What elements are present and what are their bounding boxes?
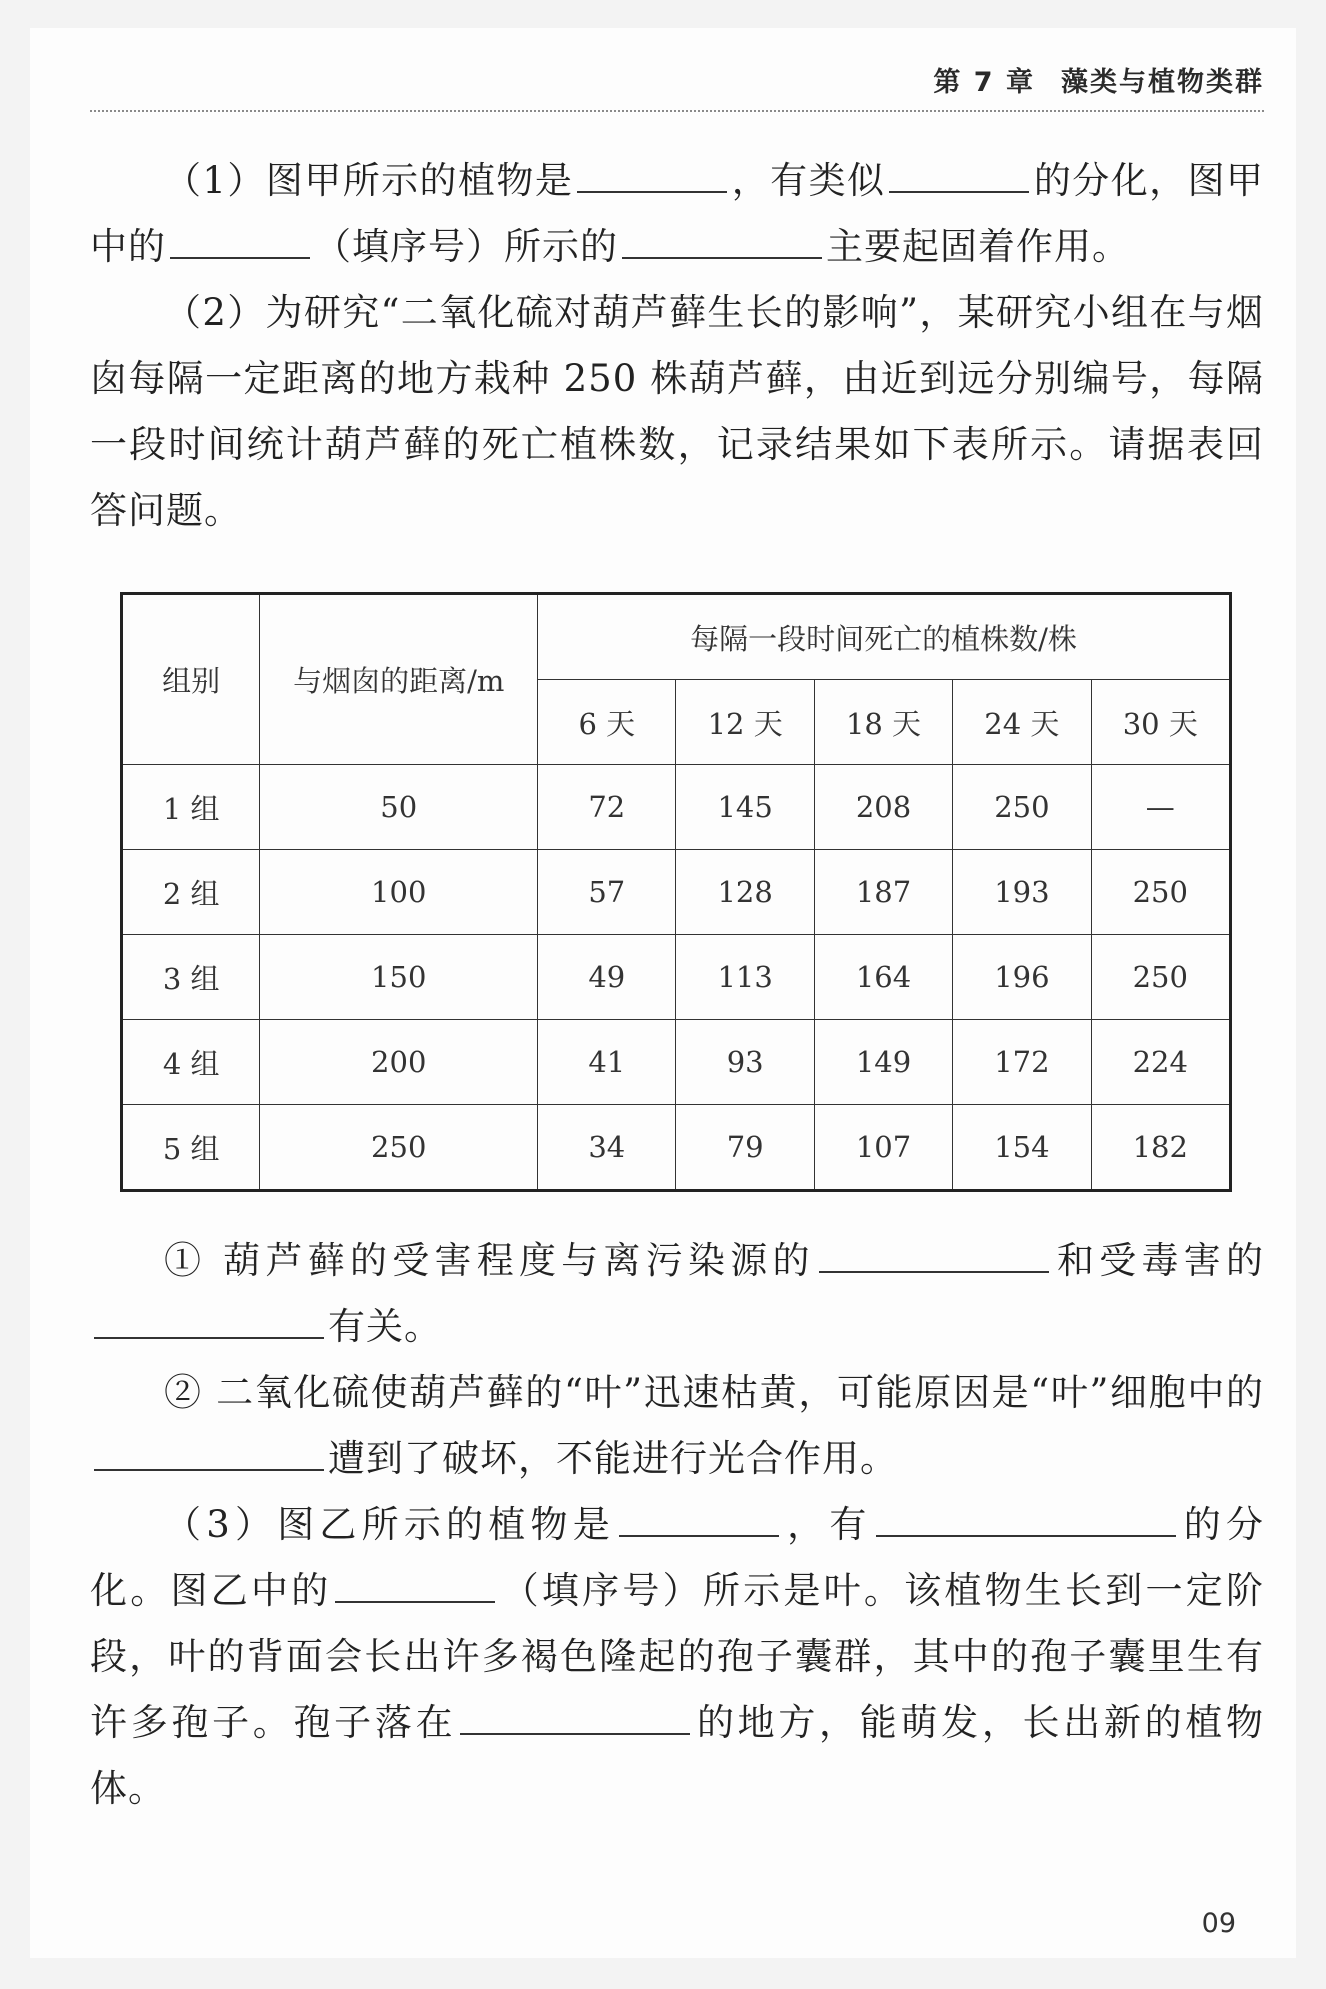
value-cell: — [1091, 765, 1230, 850]
value-cell: 93 [676, 1020, 814, 1105]
value-cell: 79 [676, 1105, 814, 1191]
table-header-dead-count: 每隔一段时间死亡的植株数/株 [538, 594, 1231, 680]
value-cell: 113 [676, 935, 814, 1020]
table-header-day: 18 天 [814, 680, 952, 765]
table-header-day: 6 天 [538, 680, 676, 765]
table-header-distance: 与烟囱的距离/m [260, 594, 538, 765]
question-body [90, 148, 1264, 544]
value-cell: 41 [538, 1020, 676, 1105]
answer-blank[interactable] [170, 217, 310, 259]
table-row [122, 1105, 1231, 1191]
group-cell: 4 组 [122, 1020, 260, 1105]
distance-cell: 100 [260, 850, 538, 935]
value-cell: 164 [814, 935, 952, 1020]
value-cell: 172 [953, 1020, 1091, 1105]
value-cell: 250 [953, 765, 1091, 850]
group-cell: 3 组 [122, 935, 260, 1020]
group-cell: 5 组 [122, 1105, 260, 1191]
distance-cell: 200 [260, 1020, 538, 1105]
value-cell: 49 [538, 935, 676, 1020]
question-1: （1）图甲所示的植物是 ，有类似 的分化，图甲中的 （填序号）所示的 主要起固着作用。 [90, 148, 1264, 280]
answer-blank[interactable] [876, 1495, 1176, 1537]
value-cell: 154 [953, 1105, 1091, 1191]
value-cell: 57 [538, 850, 676, 935]
page-number: 09 [1201, 1908, 1236, 1939]
answer-blank[interactable] [819, 1231, 1049, 1273]
value-cell: 208 [814, 765, 952, 850]
table-header-day: 12 天 [676, 680, 814, 765]
question-continued [90, 1228, 1264, 1822]
group-cell: 2 组 [122, 850, 260, 935]
table-row [122, 765, 1231, 850]
group-cell: 1 组 [122, 765, 260, 850]
value-cell: 250 [1091, 850, 1230, 935]
distance-cell: 150 [260, 935, 538, 1020]
value-cell: 34 [538, 1105, 676, 1191]
value-cell: 187 [814, 850, 952, 935]
value-cell: 145 [676, 765, 814, 850]
value-cell: 196 [953, 935, 1091, 1020]
answer-blank[interactable] [619, 1495, 779, 1537]
chapter-name: 藻类与植物类群 [1061, 67, 1264, 98]
value-cell: 224 [1091, 1020, 1230, 1105]
value-cell: 72 [538, 765, 676, 850]
distance-cell: 250 [260, 1105, 538, 1191]
distance-cell: 50 [260, 765, 538, 850]
table-row [122, 935, 1231, 1020]
table-row [122, 850, 1231, 935]
answer-blank[interactable] [577, 151, 727, 193]
answer-blank[interactable] [335, 1561, 495, 1603]
table-row [122, 1020, 1231, 1105]
answer-blank[interactable] [622, 217, 822, 259]
sub-question-2: ② 二氧化硫使葫芦藓的“叶”迅速枯黄，可能原因是“叶”细胞中的遭到了破坏，不能进行光合作用。 [90, 1360, 1264, 1492]
value-cell: 182 [1091, 1105, 1230, 1191]
table-header-day: 24 天 [953, 680, 1091, 765]
value-cell: 149 [814, 1020, 952, 1105]
question-3: （3）图乙所示的植物是 ，有 的分化。图乙中的 （填序号）所示是叶。该植物生长到一定阶段，叶的背面会长出许多褐色隆起的孢子囊群，其中的孢子囊里生有许多孢子。孢子落在 的地方，能萌发，长出新的植物体。 [90, 1492, 1264, 1822]
answer-blank[interactable] [94, 1429, 324, 1471]
sub-question-1: ① 葫芦藓的受害程度与离污染源的 和受毒害的有关。 [90, 1228, 1264, 1360]
value-cell: 128 [676, 850, 814, 935]
chapter-number: 第 7 章 [933, 67, 1035, 98]
question-2-intro: （2）为研究“二氧化硫对葫芦藓生长的影响”，某研究小组在与烟囱每隔一定距离的地方栽种 250 株葫芦藓，由近到远分别编号，每隔一段时间统计葫芦藓的死亡植株数，记录结果如下表所示。请据表回答问题。 [90, 291, 1264, 532]
data-table [120, 592, 1232, 1192]
value-cell: 107 [814, 1105, 952, 1191]
chapter-title [933, 60, 1264, 99]
value-cell: 250 [1091, 935, 1230, 1020]
value-cell: 193 [953, 850, 1091, 935]
answer-blank[interactable] [460, 1693, 690, 1735]
page-header [90, 56, 1264, 112]
table-header-group: 组别 [122, 594, 260, 765]
answer-blank[interactable] [94, 1297, 324, 1339]
answer-blank[interactable] [889, 151, 1029, 193]
table-header-day: 30 天 [1091, 680, 1230, 765]
